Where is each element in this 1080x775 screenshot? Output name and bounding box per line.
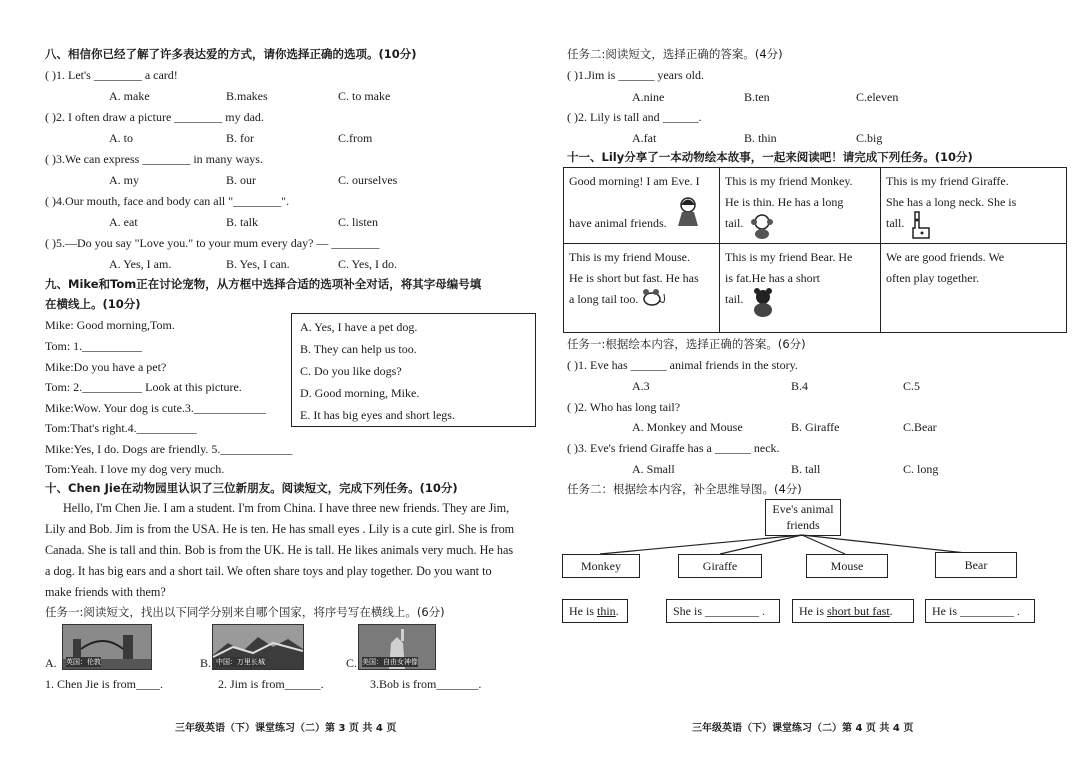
answer-giraffe-blank[interactable]: _________ (705, 604, 760, 618)
cell-giraffe-line3: tall. (886, 216, 905, 230)
pic-b-caption: 中国：万里长城 (216, 658, 265, 666)
story-table (563, 167, 1067, 333)
dialog-line-5: Mike:Wow. Your dog is cute.3.____________ (45, 401, 266, 415)
story-cell-mouse (564, 244, 720, 333)
s8-q2: ( )2. I often draw a picture ________ my dad. (45, 110, 264, 124)
s8-q2-c: C.from (338, 131, 373, 145)
option-d: D. Good morning, Mike. (300, 386, 420, 400)
s8-q4-b: B. talk (226, 215, 258, 229)
s8-q4-a: A. eat (109, 215, 138, 229)
cell-eve-line3: have animal friends. (569, 216, 667, 230)
dialog-line-8: Tom:Yeah. I love my dog very much. (45, 462, 225, 476)
giraffe-icon (907, 210, 933, 240)
section9-title: 九、Mike和Tom正在讨论宠物，从方框中选择合适的选项补全对话，将其字母编号填 (45, 277, 482, 291)
s8-q1: ( )1. Let's ________ a card! (45, 68, 178, 82)
t2-q2-b: B. thin (744, 131, 777, 145)
s11-q1-c: C.5 (903, 379, 921, 393)
s8-q3-b: B. our (226, 173, 256, 187)
s8-q5-b: B. Yes, I can. (226, 257, 290, 271)
story-cell-bear (720, 244, 881, 333)
s8-q2-a: A. to (109, 131, 133, 145)
t2-q2-c: C.big (856, 131, 883, 145)
answer-mouse-value: short but fast (827, 604, 890, 618)
dialog-line-4: Tom: 2.__________ Look at this picture. (45, 380, 242, 394)
right-page-footer: 三年级英语（下）课堂练习（二）第 4 页 共 4 页 (692, 723, 914, 734)
pic-c-label: C. (346, 656, 358, 670)
option-c: C. Do you like dogs? (300, 364, 402, 378)
answer-bear-blank[interactable]: _________ (960, 604, 1014, 618)
cell-friends-line2: often play together. (886, 271, 979, 285)
blank-bob: 3.Bob is from_______. (370, 677, 482, 691)
s11-q3-b: B. tall (791, 462, 821, 476)
answer-bear-post: . (1014, 604, 1020, 618)
cell-bear-line2: is fat.He has a short (725, 271, 820, 285)
cell-monkey-line3: tail. (725, 216, 744, 230)
s8-q1-a: A. make (109, 89, 150, 103)
cell-giraffe-line2: She has a long neck. She is (886, 195, 1017, 209)
mindmap-root-line1: Eve's animal (772, 502, 834, 516)
s11-q2-c: C.Bear (903, 420, 937, 434)
dialog-line-3: Mike:Do you have a pet? (45, 360, 167, 374)
dialog-line-1: Mike: Good morning,Tom. (45, 318, 175, 332)
answer-bear-pre: He is (932, 604, 960, 618)
s11-q2-a: A. Monkey and Mouse (632, 420, 743, 434)
pic-a-label: A. (45, 656, 57, 670)
t2-q1-a: A.nine (632, 90, 665, 104)
section10-title: 十、Chen Jie在动物园里认识了三位新朋友。阅读短文，完成下列任务。(10分) (45, 481, 458, 495)
cell-mouse-line1: This is my friend Mouse. (569, 250, 690, 264)
answer-giraffe-pre: She is (673, 604, 706, 618)
option-e: E. It has big eyes and short legs. (300, 408, 455, 422)
story-cell-monkey (720, 168, 881, 244)
cell-eve-line1: Good morning! I am Eve. I (569, 174, 700, 188)
left-page-footer: 三年级英语（下）课堂练习（二）第 3 页 共 4 页 (175, 723, 397, 734)
cell-mouse-line2: He is short but fast. He has (569, 271, 699, 285)
s11-q3: ( )3. Eve's friend Giraffe has a ______ neck. (567, 441, 780, 455)
pic-a-caption: 英国：伦敦 (66, 658, 101, 666)
story-cell-eve (564, 168, 720, 244)
section8-title: 八、相信你已经了解了许多表达爱的方式，请你选择正确的选项。(10分) (45, 47, 417, 61)
s11-task2-title: 任务二：根据绘本内容，补全思维导图。(4分) (567, 482, 802, 496)
mouse-icon (638, 286, 666, 308)
mindmap-node-bear: Bear (935, 552, 1017, 578)
dialog-line-6: Tom:That's right.4.__________ (45, 421, 197, 435)
s10-task1-title: 任务一:阅读短文，找出以下同学分别来自哪个国家，将序号写在横线上。(6分) (45, 605, 445, 619)
s11-q3-a: A. Small (632, 462, 675, 476)
mindmap-answer-mouse (792, 599, 914, 623)
mindmap-answer-giraffe (666, 599, 780, 623)
mindmap-node-giraffe: Giraffe (678, 554, 762, 578)
cell-monkey-line1: This is my friend Monkey. (725, 174, 853, 188)
options-box (291, 313, 536, 427)
cell-friends-line1: We are good friends. We (886, 250, 1005, 264)
t2-q2: ( )2. Lily is tall and ______. (567, 110, 702, 124)
option-b: B. They can help us too. (300, 342, 417, 356)
great-wall-picture (212, 624, 304, 670)
statue-of-liberty-picture (358, 624, 436, 670)
girl-icon (674, 196, 702, 232)
cell-giraffe-line1: This is my friend Giraffe. (886, 174, 1009, 188)
cell-bear-line1: This is my friend Bear. He (725, 250, 853, 264)
t2-q1: ( )1.Jim is ______ years old. (567, 68, 704, 82)
s8-q2-b: B. for (226, 131, 254, 145)
blank-chen-jie: 1. Chen Jie is from____. (45, 677, 163, 691)
s8-q1-c: C. to make (338, 89, 391, 103)
t2-q2-a: A.fat (632, 131, 657, 145)
bear-icon (748, 288, 778, 318)
s11-q2-b: B. Giraffe (791, 420, 840, 434)
mindmap-root-line2: friends (786, 518, 820, 532)
s11-task1-title: 任务一:根据绘本内容，选择正确的答案。(6分) (567, 337, 806, 351)
mindmap-node-mouse: Mouse (806, 554, 888, 578)
mindmap-node-monkey: Monkey (562, 554, 640, 578)
cell-bear-line3: tail. (725, 292, 744, 306)
cell-monkey-line2: He is thin. He has a long (725, 195, 844, 209)
s8-q4-c: C. listen (338, 215, 379, 229)
story-cell-giraffe (881, 168, 1067, 244)
s8-q3-c: C. ourselves (338, 173, 398, 187)
story-cell-friends (881, 244, 1067, 333)
task2-title: 任务二:阅读短文，选择正确的答案。(4分) (567, 47, 783, 61)
london-picture (62, 624, 152, 670)
s8-q4: ( )4.Our mouth, face and body can all "________". (45, 194, 290, 208)
s11-q1: ( )1. Eve has ______ animal friends in the story. (567, 358, 798, 372)
mindmap-answer-bear (925, 599, 1035, 623)
t2-q1-b: B.ten (744, 90, 770, 104)
dialog-line-2: Tom: 1.__________ (45, 339, 143, 353)
section11-title: 十一、Lily分享了一本动物绘本故事，一起来阅读吧！请完成下列任务。(10分) (567, 150, 973, 164)
blank-jim: 2. Jim is from______. (218, 677, 324, 691)
answer-mouse-pre: He is (799, 604, 827, 618)
mindmap-answer-monkey (562, 599, 628, 623)
s11-q2: ( )2. Who has long tail? (567, 400, 681, 414)
answer-monkey-value: thin (597, 604, 616, 618)
s8-q3: ( )3.We can express ________ in many ways. (45, 152, 263, 166)
s11-q1-a: A.3 (632, 379, 650, 393)
option-a: A. Yes, I have a pet dog. (300, 320, 418, 334)
s8-q5-a: A. Yes, I am. (109, 257, 172, 271)
s8-q5: ( )5.—Do you say "Love you." to your mum every day? — ________ (45, 236, 380, 250)
answer-monkey-post: . (615, 604, 619, 618)
monkey-icon (748, 212, 776, 240)
pic-c-caption: 美国：自由女神像 (362, 658, 418, 666)
s11-q1-b: B.4 (791, 379, 809, 393)
s8-q3-a: A. my (109, 173, 139, 187)
reading-passage: Hello, I'm Chen Jie. I am a student. I'm from China. I have three new friends. They are Jim, Lily and Bob. Jim is from the USA. He is ten. He has small eyes . Lily is a cute girl. She is from Canada. She is tall and thin. Bob is from the UK. He is tall. He likes animals very much. He has a dog. It has big ears and a short tail. We often share toys and play together. Do you want to make friends with them? (45, 501, 515, 599)
cell-mouse-line3: a long tail too. (569, 292, 639, 306)
answer-giraffe-post: . (759, 604, 766, 618)
answer-mouse-post: . (889, 604, 893, 618)
s11-q3-c: C. long (903, 462, 939, 476)
pic-b-label: B. (200, 656, 212, 670)
dialog-line-7: Mike:Yes, I do. Dogs are friendly. 5.____________ (45, 442, 293, 456)
t2-q1-c: C.eleven (856, 90, 899, 104)
section9-title-cont: 在横线上。(10分) (45, 297, 141, 311)
s8-q5-c: C. Yes, I do. (338, 257, 398, 271)
s8-q1-b: B.makes (226, 89, 268, 103)
answer-monkey-pre: He is (569, 604, 597, 618)
